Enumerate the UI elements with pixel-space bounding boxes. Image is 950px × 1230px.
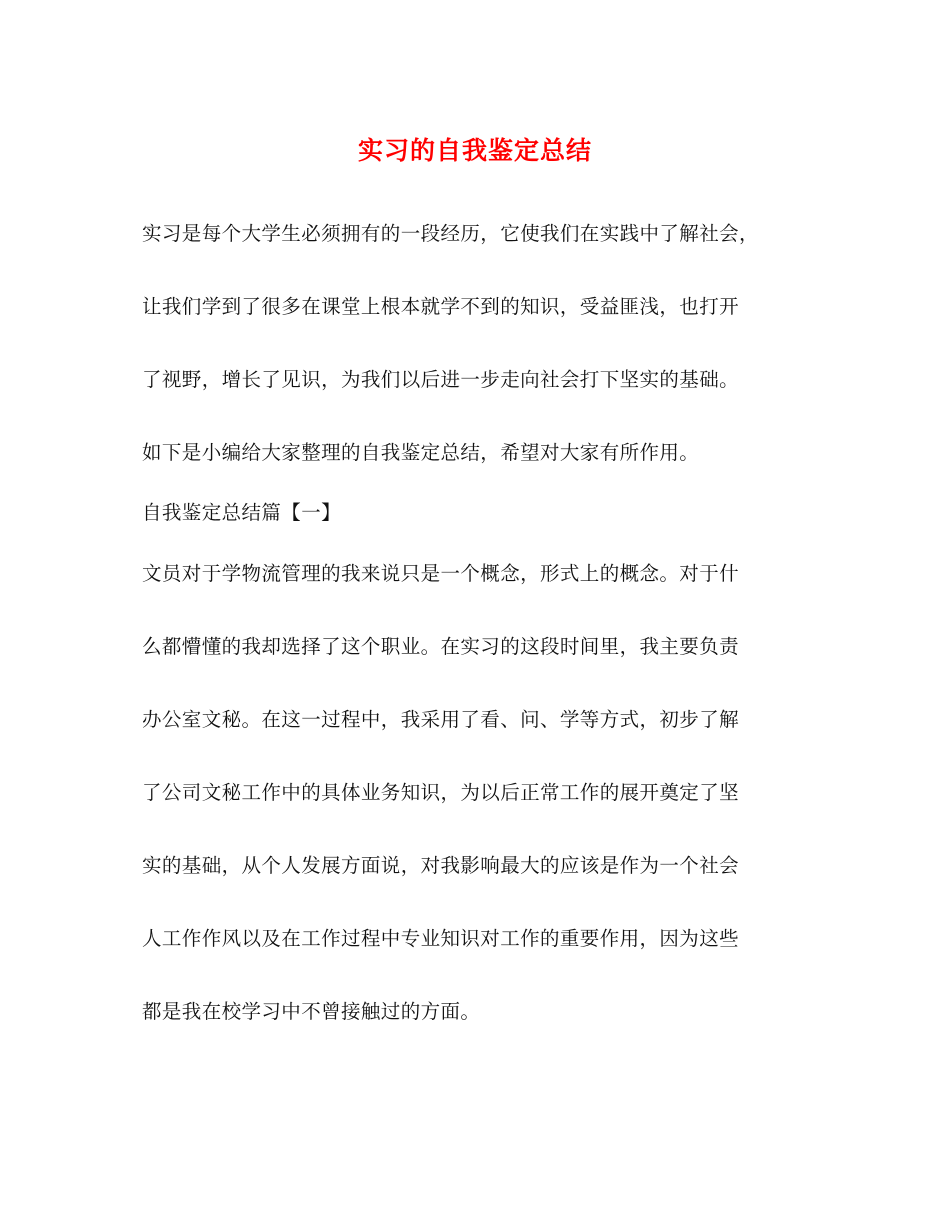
intro-line-3: 了视野，增长了见识，为我们以后进一步走向社会打下坚实的基础。 [142, 368, 740, 391]
body-line-3: 办公室文秘。在这一过程中，我采用了看、问、学等方式，初步了解 [142, 708, 740, 731]
body-line-1: 文员对于学物流管理的我来说只是一个概念，形式上的概念。对于什 [142, 562, 740, 585]
body-line-7: 都是我在校学习中不曾接触过的方面。 [142, 1000, 481, 1023]
body-line-5: 实的基础，从个人发展方面说，对我影响最大的应该是作为一个社会 [142, 854, 740, 877]
section-heading: 自我鉴定总结篇【一】 [142, 501, 342, 524]
intro-line-2: 让我们学到了很多在课堂上根本就学不到的知识，受益匪浅，也打开 [142, 295, 740, 318]
intro-line-4: 如下是小编给大家整理的自我鉴定总结，希望对大家有所作用。 [142, 441, 700, 464]
body-line-4: 了公司文秘工作中的具体业务知识，为以后正常工作的展开奠定了坚 [142, 781, 740, 804]
intro-line-1: 实习是每个大学生必须拥有的一段经历，它使我们在实践中了解社会， [142, 222, 759, 245]
body-line-2: 么都懵懂的我却选择了这个职业。在实习的这段时间里，我主要负责 [142, 635, 740, 658]
body-line-6: 人工作作风以及在工作过程中专业知识对工作的重要作用，因为这些 [142, 927, 740, 950]
document-title: 实习的自我鉴定总结 [357, 136, 592, 165]
